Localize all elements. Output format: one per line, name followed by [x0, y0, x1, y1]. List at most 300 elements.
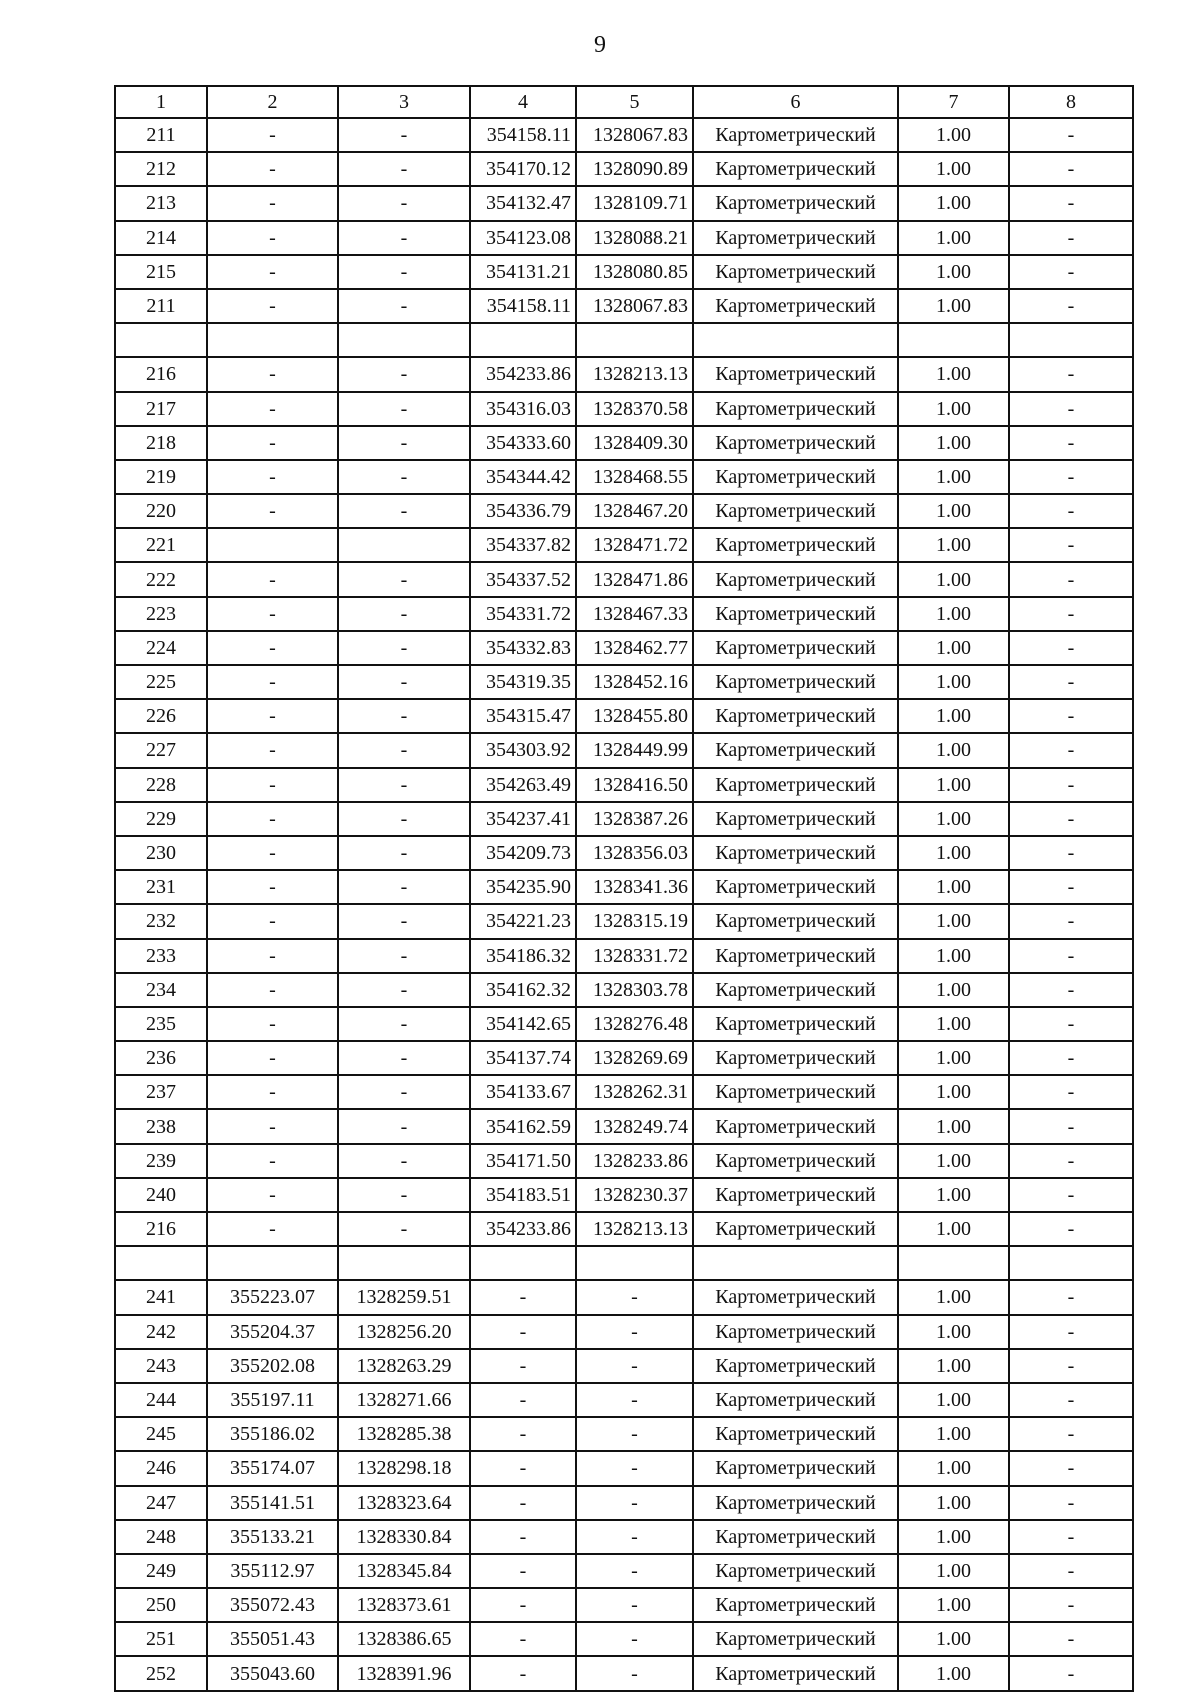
table-cell-col-5: -: [576, 1349, 693, 1383]
table-cell-col-6: Картометрический: [693, 665, 898, 699]
table-cell-col-4: -: [470, 1486, 576, 1520]
table-cell-col-3: 1328259.51: [338, 1280, 470, 1314]
table-cell-col-4: [470, 323, 576, 357]
table-cell-col-6: Картометрический: [693, 699, 898, 733]
table-cell-col-6: Картометрический: [693, 1109, 898, 1143]
table-cell-col-8: -: [1009, 1554, 1133, 1588]
table-row: [115, 1486, 1133, 1520]
table-cell-col-4: 354316.03: [470, 392, 576, 426]
header-cell-1: 1: [115, 86, 207, 118]
table-cell-col-3: -: [338, 733, 470, 767]
table-cell-col-2: -: [207, 118, 338, 152]
table-cell-col-5: 1328449.99: [576, 733, 693, 767]
table-cell-col-7: 1.00: [898, 1451, 1009, 1485]
table-row: [115, 118, 1133, 152]
table-cell-col-7: [898, 323, 1009, 357]
table-cell-col-4: 354137.74: [470, 1041, 576, 1075]
table-cell-col-8: -: [1009, 1588, 1133, 1622]
table-cell-col-5: 1328356.03: [576, 836, 693, 870]
table-cell-col-2: -: [207, 460, 338, 494]
table-cell-col-1: 220: [115, 494, 207, 528]
table-row: [115, 426, 1133, 460]
table-cell-col-8: -: [1009, 1486, 1133, 1520]
table-cell-col-1: 252: [115, 1656, 207, 1690]
table-cell-col-3: 1328391.96: [338, 1656, 470, 1690]
table-row: [115, 255, 1133, 289]
table-row: [115, 289, 1133, 323]
table-cell-col-4: 354183.51: [470, 1178, 576, 1212]
table-row: [115, 357, 1133, 391]
table-cell-col-4: -: [470, 1554, 576, 1588]
table-cell-col-5: 1328467.33: [576, 597, 693, 631]
table-cell-col-2: -: [207, 186, 338, 220]
table-cell-col-7: 1.00: [898, 255, 1009, 289]
table-row: [115, 1007, 1133, 1041]
table-row: [115, 904, 1133, 938]
table-cell-col-5: 1328467.20: [576, 494, 693, 528]
table-cell-col-4: 354235.90: [470, 870, 576, 904]
table-cell-col-3: -: [338, 186, 470, 220]
table-cell-col-2: -: [207, 1007, 338, 1041]
table-cell-col-3: -: [338, 597, 470, 631]
table-cell-col-8: -: [1009, 802, 1133, 836]
table-cell-col-1: 232: [115, 904, 207, 938]
table-cell-col-5: -: [576, 1486, 693, 1520]
table-cell-col-2: 355141.51: [207, 1486, 338, 1520]
table-cell-col-2: -: [207, 939, 338, 973]
table-cell-col-8: -: [1009, 768, 1133, 802]
table-cell-col-6: Картометрический: [693, 426, 898, 460]
table-cell-col-4: 354233.86: [470, 1212, 576, 1246]
table-cell-col-8: [1009, 323, 1133, 357]
table-cell-col-7: 1.00: [898, 289, 1009, 323]
table-row: [115, 1109, 1133, 1143]
table-cell-col-6: Картометрический: [693, 768, 898, 802]
table-cell-col-6: Картометрический: [693, 357, 898, 391]
table-cell-col-5: 1328303.78: [576, 973, 693, 1007]
table-cell-col-1: [115, 1246, 207, 1280]
table-cell-col-6: Картометрический: [693, 939, 898, 973]
table-cell-col-2: -: [207, 221, 338, 255]
table-cell-col-1: 217: [115, 392, 207, 426]
table-cell-col-8: -: [1009, 528, 1133, 562]
table-cell-col-3: 1328373.61: [338, 1588, 470, 1622]
table-cell-col-5: -: [576, 1315, 693, 1349]
table-cell-col-4: -: [470, 1315, 576, 1349]
table-cell-col-4: 354170.12: [470, 152, 576, 186]
table-cell-col-4: 354162.32: [470, 973, 576, 1007]
table-cell-col-8: -: [1009, 631, 1133, 665]
table-row: [115, 392, 1133, 426]
table-cell-col-5: -: [576, 1417, 693, 1451]
table-cell-col-6: Картометрический: [693, 1451, 898, 1485]
coordinates-table: [114, 85, 1134, 1692]
table-cell-col-2: -: [207, 1041, 338, 1075]
table-cell-col-3: [338, 323, 470, 357]
table-cell-col-3: 1328345.84: [338, 1554, 470, 1588]
table-cell-col-1: 246: [115, 1451, 207, 1485]
table-row: [115, 1383, 1133, 1417]
table-cell-col-7: 1.00: [898, 1315, 1009, 1349]
table-cell-col-6: Картометрический: [693, 870, 898, 904]
table-row: [115, 665, 1133, 699]
table-cell-col-7: 1.00: [898, 494, 1009, 528]
table-cell-col-2: -: [207, 1075, 338, 1109]
table-row: [115, 1349, 1133, 1383]
table-cell-col-8: -: [1009, 973, 1133, 1007]
table-cell-col-7: 1.00: [898, 1144, 1009, 1178]
table-row: [115, 1178, 1133, 1212]
table-cell-col-1: 233: [115, 939, 207, 973]
table-row: [115, 1417, 1133, 1451]
table-cell-col-6: Картометрический: [693, 597, 898, 631]
table-cell-col-3: -: [338, 562, 470, 596]
table-cell-col-2: 355197.11: [207, 1383, 338, 1417]
table-cell-col-6: Картометрический: [693, 802, 898, 836]
table-cell-col-5: -: [576, 1280, 693, 1314]
table-cell-col-6: Картометрический: [693, 1588, 898, 1622]
table-cell-col-5: [576, 323, 693, 357]
table-cell-col-3: [338, 1246, 470, 1280]
table-cell-col-5: 1328230.37: [576, 1178, 693, 1212]
table-row: [115, 836, 1133, 870]
table-row: [115, 1520, 1133, 1554]
table-cell-col-3: -: [338, 870, 470, 904]
table-body: [115, 86, 1133, 1691]
table-cell-col-6: Картометрический: [693, 1315, 898, 1349]
table-cell-col-7: 1.00: [898, 1383, 1009, 1417]
table-cell-col-6: Картометрический: [693, 255, 898, 289]
table-cell-col-2: 355223.07: [207, 1280, 338, 1314]
table-cell-col-1: 230: [115, 836, 207, 870]
table-cell-col-8: -: [1009, 939, 1133, 973]
table-cell-col-6: Картометрический: [693, 1622, 898, 1656]
table-cell-col-8: -: [1009, 1383, 1133, 1417]
table-cell-col-6: Картометрический: [693, 1007, 898, 1041]
table-cell-col-1: 219: [115, 460, 207, 494]
table-row: [115, 562, 1133, 596]
table-row: [115, 1041, 1133, 1075]
header-cell-7: 7: [898, 86, 1009, 118]
table-cell-col-6: Картометрический: [693, 1041, 898, 1075]
table-cell-col-7: 1.00: [898, 597, 1009, 631]
table-cell-col-2: 355072.43: [207, 1588, 338, 1622]
table-cell-col-5: -: [576, 1554, 693, 1588]
table-row: [115, 1075, 1133, 1109]
table-cell-col-7: 1.00: [898, 357, 1009, 391]
table-cell-col-5: 1328213.13: [576, 357, 693, 391]
table-cell-col-3: [338, 528, 470, 562]
table-cell-col-8: -: [1009, 1417, 1133, 1451]
table-cell-col-4: 354336.79: [470, 494, 576, 528]
table-cell-col-1: 248: [115, 1520, 207, 1554]
table-cell-col-4: [470, 1246, 576, 1280]
table-row: [115, 870, 1133, 904]
table-cell-col-2: -: [207, 631, 338, 665]
table-cell-col-4: -: [470, 1280, 576, 1314]
table-row: [115, 768, 1133, 802]
table-cell-col-4: 354344.42: [470, 460, 576, 494]
table-cell-col-2: -: [207, 1212, 338, 1246]
table-cell-col-2: -: [207, 152, 338, 186]
table-cell-col-3: -: [338, 1178, 470, 1212]
table-cell-col-7: 1.00: [898, 186, 1009, 220]
table-cell-col-2: -: [207, 1144, 338, 1178]
table-cell-col-1: 224: [115, 631, 207, 665]
table-cell-col-7: 1.00: [898, 1109, 1009, 1143]
table-row: [115, 597, 1133, 631]
table-cell-col-2: 355133.21: [207, 1520, 338, 1554]
table-cell-col-7: 1.00: [898, 426, 1009, 460]
table-header-row: [115, 86, 1133, 118]
table-separator-row: [115, 1246, 1133, 1280]
table-cell-col-7: 1.00: [898, 699, 1009, 733]
table-cell-col-1: 235: [115, 1007, 207, 1041]
table-cell-col-8: -: [1009, 1041, 1133, 1075]
table-cell-col-1: 239: [115, 1144, 207, 1178]
table-cell-col-8: -: [1009, 494, 1133, 528]
table-cell-col-6: Картометрический: [693, 1554, 898, 1588]
table-cell-col-6: Картометрический: [693, 1383, 898, 1417]
table-cell-col-3: -: [338, 1212, 470, 1246]
table-cell-col-3: 1328298.18: [338, 1451, 470, 1485]
table-row: [115, 1656, 1133, 1690]
table-row: [115, 460, 1133, 494]
table-cell-col-3: -: [338, 152, 470, 186]
table-cell-col-8: -: [1009, 221, 1133, 255]
table-cell-col-4: 354221.23: [470, 904, 576, 938]
table-cell-col-6: Картометрический: [693, 494, 898, 528]
table-cell-col-4: 354332.83: [470, 631, 576, 665]
table-cell-col-3: 1328271.66: [338, 1383, 470, 1417]
table-cell-col-5: [576, 1246, 693, 1280]
table-cell-col-4: 354337.52: [470, 562, 576, 596]
table-cell-col-2: -: [207, 392, 338, 426]
table-cell-col-1: 229: [115, 802, 207, 836]
table-cell-col-2: -: [207, 836, 338, 870]
table-cell-col-3: -: [338, 1144, 470, 1178]
table-cell-col-1: 228: [115, 768, 207, 802]
table-cell-col-7: 1.00: [898, 1349, 1009, 1383]
table-cell-col-3: 1328323.64: [338, 1486, 470, 1520]
table-cell-col-7: 1.00: [898, 1212, 1009, 1246]
table-cell-col-1: 236: [115, 1041, 207, 1075]
table-cell-col-1: 212: [115, 152, 207, 186]
table-cell-col-6: Картометрический: [693, 973, 898, 1007]
table-cell-col-2: -: [207, 870, 338, 904]
table-cell-col-6: [693, 323, 898, 357]
table-cell-col-4: -: [470, 1656, 576, 1690]
table-cell-col-6: Картометрический: [693, 733, 898, 767]
table-cell-col-1: 213: [115, 186, 207, 220]
table-cell-col-8: -: [1009, 1178, 1133, 1212]
table-cell-col-8: -: [1009, 1622, 1133, 1656]
table-cell-col-5: 1328090.89: [576, 152, 693, 186]
table-cell-col-3: -: [338, 699, 470, 733]
table-cell-col-2: -: [207, 562, 338, 596]
table-cell-col-6: Картометрический: [693, 392, 898, 426]
table-cell-col-8: [1009, 1246, 1133, 1280]
table-cell-col-4: 354333.60: [470, 426, 576, 460]
table-cell-col-3: -: [338, 1041, 470, 1075]
header-cell-8: 8: [1009, 86, 1133, 118]
table-cell-col-4: 354209.73: [470, 836, 576, 870]
table-cell-col-7: 1.00: [898, 1554, 1009, 1588]
table-cell-col-8: -: [1009, 118, 1133, 152]
table-cell-col-5: 1328387.26: [576, 802, 693, 836]
table-cell-col-3: -: [338, 1075, 470, 1109]
table-cell-col-1: 215: [115, 255, 207, 289]
table-row: [115, 733, 1133, 767]
table-cell-col-5: 1328109.71: [576, 186, 693, 220]
table-cell-col-5: 1328233.86: [576, 1144, 693, 1178]
table-cell-col-1: 250: [115, 1588, 207, 1622]
table-cell-col-7: 1.00: [898, 1041, 1009, 1075]
table-cell-col-4: 354233.86: [470, 357, 576, 391]
table-cell-col-5: 1328331.72: [576, 939, 693, 973]
table-cell-col-7: 1.00: [898, 528, 1009, 562]
table-cell-col-3: 1328256.20: [338, 1315, 470, 1349]
table-cell-col-6: Картометрический: [693, 1520, 898, 1554]
table-cell-col-1: 226: [115, 699, 207, 733]
table-cell-col-6: Картометрический: [693, 1144, 898, 1178]
table-cell-col-1: 225: [115, 665, 207, 699]
table-row: [115, 699, 1133, 733]
table-cell-col-5: -: [576, 1622, 693, 1656]
table-cell-col-1: 218: [115, 426, 207, 460]
table-cell-col-7: 1.00: [898, 939, 1009, 973]
table-cell-col-2: -: [207, 665, 338, 699]
table-cell-col-8: -: [1009, 1280, 1133, 1314]
table-cell-col-4: -: [470, 1622, 576, 1656]
table-cell-col-1: 251: [115, 1622, 207, 1656]
table-cell-col-3: 1328330.84: [338, 1520, 470, 1554]
table-cell-col-3: -: [338, 1007, 470, 1041]
table-cell-col-4: 354315.47: [470, 699, 576, 733]
header-cell-2: 2: [207, 86, 338, 118]
table-cell-col-7: 1.00: [898, 1280, 1009, 1314]
table-cell-col-8: -: [1009, 357, 1133, 391]
table-cell-col-5: 1328409.30: [576, 426, 693, 460]
table-cell-col-8: -: [1009, 665, 1133, 699]
table-cell-col-6: Картометрический: [693, 562, 898, 596]
table-cell-col-4: 354186.32: [470, 939, 576, 973]
table-cell-col-5: 1328249.74: [576, 1109, 693, 1143]
table-cell-col-5: 1328370.58: [576, 392, 693, 426]
table-cell-col-7: 1.00: [898, 221, 1009, 255]
table-cell-col-5: 1328269.69: [576, 1041, 693, 1075]
table-cell-col-3: -: [338, 1109, 470, 1143]
header-cell-6: 6: [693, 86, 898, 118]
table-cell-col-5: 1328067.83: [576, 289, 693, 323]
table-cell-col-3: -: [338, 357, 470, 391]
table-cell-col-6: Картометрический: [693, 1212, 898, 1246]
table-cell-col-3: -: [338, 460, 470, 494]
table-cell-col-5: 1328276.48: [576, 1007, 693, 1041]
table-cell-col-5: 1328471.72: [576, 528, 693, 562]
table-cell-col-1: 223: [115, 597, 207, 631]
table-cell-col-4: 354319.35: [470, 665, 576, 699]
table-cell-col-7: 1.00: [898, 733, 1009, 767]
table-cell-col-7: 1.00: [898, 118, 1009, 152]
table-cell-col-5: 1328315.19: [576, 904, 693, 938]
table-cell-col-8: -: [1009, 392, 1133, 426]
table-cell-col-3: -: [338, 768, 470, 802]
table-cell-col-8: -: [1009, 1451, 1133, 1485]
table-cell-col-6: Картометрический: [693, 1417, 898, 1451]
table-cell-col-8: -: [1009, 870, 1133, 904]
table-row: [115, 1588, 1133, 1622]
table-cell-col-7: 1.00: [898, 1520, 1009, 1554]
table-cell-col-5: 1328452.16: [576, 665, 693, 699]
table-cell-col-4: 354133.67: [470, 1075, 576, 1109]
table-cell-col-3: -: [338, 836, 470, 870]
table-cell-col-7: 1.00: [898, 460, 1009, 494]
table-cell-col-2: 355112.97: [207, 1554, 338, 1588]
table-cell-col-7: 1.00: [898, 1622, 1009, 1656]
table-cell-col-7: 1.00: [898, 836, 1009, 870]
table-cell-col-2: [207, 528, 338, 562]
table-cell-col-5: 1328213.13: [576, 1212, 693, 1246]
table-cell-col-4: -: [470, 1383, 576, 1417]
table-cell-col-8: -: [1009, 1144, 1133, 1178]
table-row: [115, 494, 1133, 528]
table-cell-col-7: 1.00: [898, 904, 1009, 938]
table-cell-col-8: -: [1009, 1075, 1133, 1109]
table-cell-col-5: 1328416.50: [576, 768, 693, 802]
table-cell-col-2: -: [207, 289, 338, 323]
table-cell-col-6: Картометрический: [693, 1075, 898, 1109]
table-cell-col-7: 1.00: [898, 768, 1009, 802]
table-cell-col-2: 355202.08: [207, 1349, 338, 1383]
table-cell-col-4: -: [470, 1520, 576, 1554]
table-cell-col-1: [115, 323, 207, 357]
table-cell-col-7: 1.00: [898, 1656, 1009, 1690]
table-cell-col-1: 244: [115, 1383, 207, 1417]
table-cell-col-7: 1.00: [898, 1588, 1009, 1622]
table-cell-col-6: Картометрический: [693, 1178, 898, 1212]
table-cell-col-6: Картометрический: [693, 631, 898, 665]
table-cell-col-2: 355186.02: [207, 1417, 338, 1451]
table-cell-col-3: 1328386.65: [338, 1622, 470, 1656]
table-cell-col-6: [693, 1246, 898, 1280]
table-cell-col-4: 354158.11: [470, 289, 576, 323]
table-cell-col-7: 1.00: [898, 802, 1009, 836]
table-cell-col-6: Картометрический: [693, 460, 898, 494]
table-cell-col-6: Картометрический: [693, 1486, 898, 1520]
table-cell-col-5: -: [576, 1520, 693, 1554]
table-cell-col-2: [207, 323, 338, 357]
table-cell-col-7: 1.00: [898, 665, 1009, 699]
table-cell-col-3: -: [338, 289, 470, 323]
table-cell-col-6: Картометрический: [693, 118, 898, 152]
table-row: [115, 1451, 1133, 1485]
table-cell-col-1: 216: [115, 357, 207, 391]
table-cell-col-6: Картометрический: [693, 1349, 898, 1383]
table-cell-col-5: 1328341.36: [576, 870, 693, 904]
table-cell-col-2: -: [207, 357, 338, 391]
table-cell-col-5: -: [576, 1656, 693, 1690]
table-cell-col-8: -: [1009, 289, 1133, 323]
table-cell-col-3: -: [338, 939, 470, 973]
table-cell-col-2: -: [207, 1178, 338, 1212]
table-cell-col-4: 354132.47: [470, 186, 576, 220]
table-row: [115, 1280, 1133, 1314]
table-cell-col-4: 354123.08: [470, 221, 576, 255]
table-cell-col-1: 211: [115, 118, 207, 152]
table-cell-col-2: 355043.60: [207, 1656, 338, 1690]
table-cell-col-2: -: [207, 733, 338, 767]
